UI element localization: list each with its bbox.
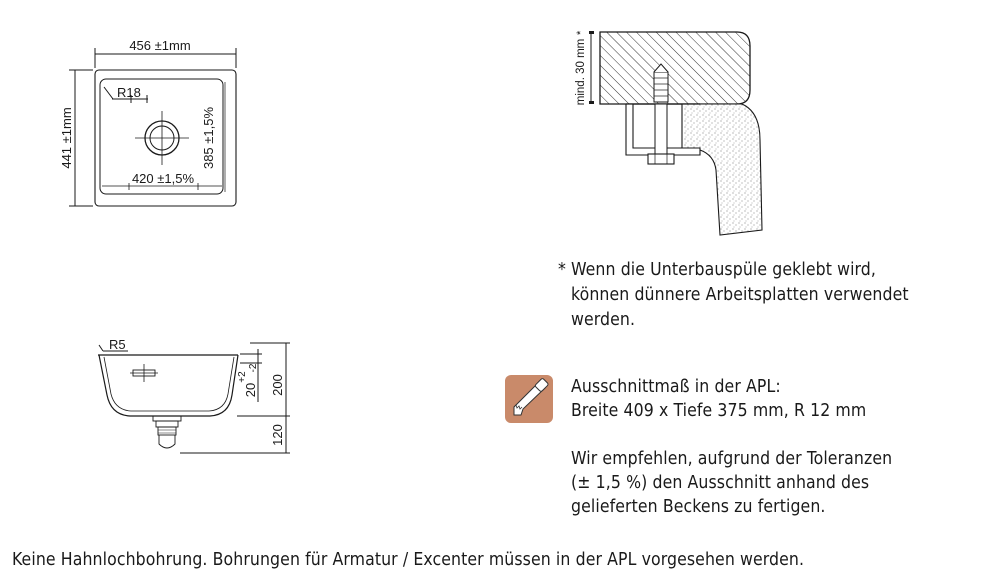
footnote-line-1: Wenn die Unterbauspüle geklebt wird,: [571, 260, 877, 280]
inner-height-label: 385 ±1,5%: [201, 106, 216, 170]
side-radius-label: R5: [109, 337, 126, 352]
thickness-asterisk: *: [575, 30, 587, 35]
bowl-outer: [99, 355, 238, 416]
cutout-line-1: Ausschnittmaß in der APL:: [571, 377, 781, 397]
footnote-star: *: [558, 260, 566, 280]
rim-tol-minus: -2: [248, 363, 259, 373]
countertop: [600, 32, 750, 104]
depth-label: 200: [270, 374, 285, 396]
recommend-line-2: (± 1,5 %) den Ausschnitt anhand des: [571, 473, 870, 493]
rim-tol-plus: +2: [237, 371, 248, 383]
rim-label: 20: [243, 382, 258, 398]
sink-wall: [682, 104, 762, 235]
footnote-line-2: können dünnere Arbeitsplatten verwendet: [571, 285, 909, 305]
top-width-label: 456 ±1mm: [129, 38, 191, 53]
cutout-line-2: Breite 409 x Tiefe 375 mm, R 12 mm: [571, 401, 867, 421]
recommend-line-3: gelieferten Beckens zu fertigen.: [571, 497, 826, 517]
saw-icon: [505, 375, 553, 423]
thickness-label: mind. 30 mm: [575, 38, 587, 106]
inner-width-label: 420 ±1,5%: [131, 171, 195, 186]
recommend-line-1: Wir empfehlen, aufgrund der Toleranzen: [571, 449, 893, 469]
footnote-line-3: werden.: [571, 310, 636, 330]
bottom-note: Keine Hahnlochbohrung. Bohrungen für Armatur / Excenter müssen in der APL vorgesehen werden.: [12, 550, 805, 570]
bowl-inner: [104, 357, 234, 411]
drain-height-label: 120: [270, 424, 285, 446]
top-height-label: 441 ±1mm: [59, 107, 74, 169]
mount-detail: [589, 31, 762, 235]
top-radius-label: R18: [117, 85, 141, 100]
side-view: [98, 343, 290, 453]
